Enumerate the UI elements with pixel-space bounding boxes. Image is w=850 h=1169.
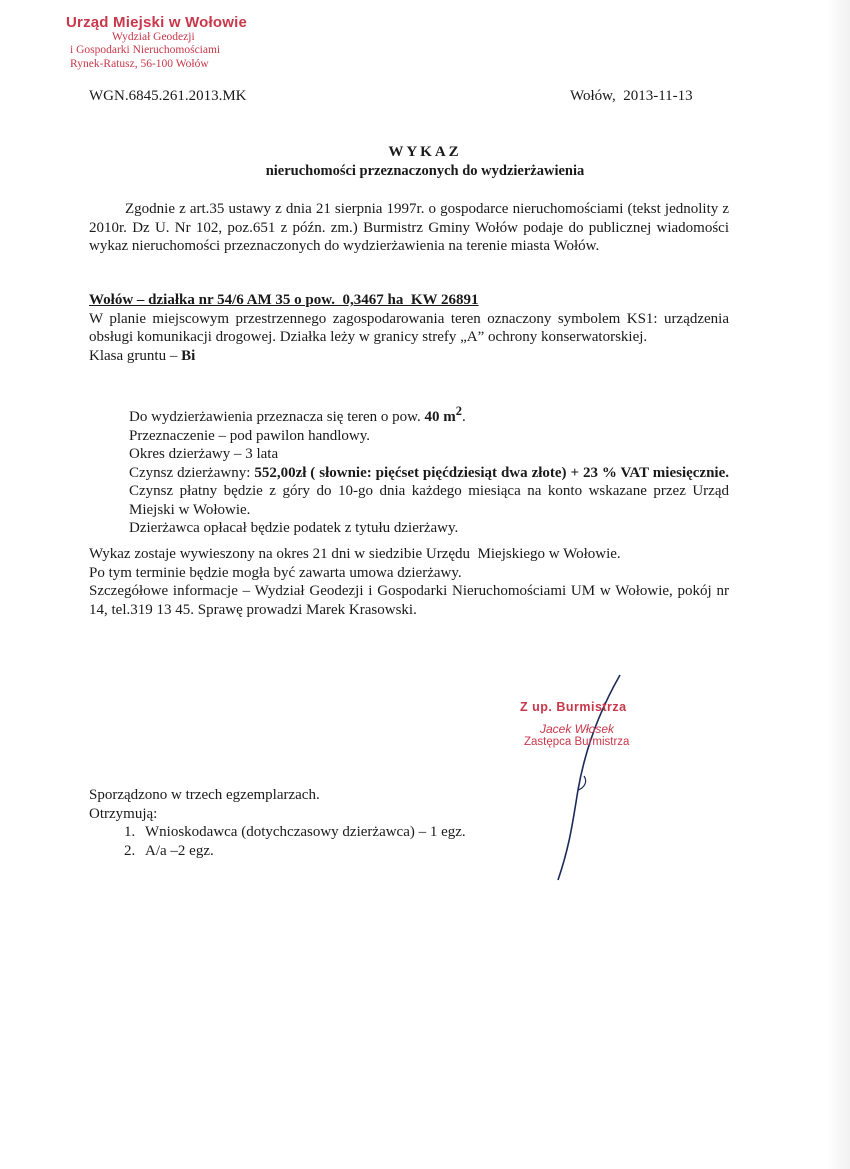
soil-class-value: Bi <box>181 347 196 364</box>
stamp-address: Rynek-Ratusz, 56-100 Wołów <box>70 57 209 70</box>
document-title: WYKAZ <box>388 144 462 160</box>
page-edge-shadow <box>826 0 850 1169</box>
soil-class <box>89 347 729 366</box>
stamp-dept-line2: i Gospodarki Nieruchomościami <box>70 44 221 57</box>
posting-line2: Po tym terminie będzie mogła być zawarta umowa dzierżawy. <box>89 564 462 581</box>
reference-number: WGN.6845.261.2013.MK <box>89 88 247 104</box>
soil-class-label: Klasa gruntu – <box>89 347 182 364</box>
lease-rent <box>129 464 729 520</box>
rent-payment: Czynsz płatny będzie z góry do 10-go dnia każdego miesiąca na konto wskazane przez Urząd Miejski w Wołowie. <box>129 483 729 518</box>
lease-area-text: Do wydzierżawienia przeznacza się teren o pow. <box>129 409 425 425</box>
signature-stamp <box>520 700 629 748</box>
signature-role: Zastępca Burmistrza <box>524 736 630 748</box>
posting-line3: Szczegółowe informacje – Wydział Geodezji i Gospodarki Nieruchomościami UM w Wołowie, pokój nr 14, tel.319 13 45. Sprawę prowadzi Marek Krasowski. <box>89 583 729 618</box>
lease-period: Okres dzierżawy – 3 lata <box>129 446 279 462</box>
posting-line1: Wykaz zostaje wywieszony na okres 21 dni w siedzibie Urzędu Miejskiego w Wołowie. <box>89 546 621 562</box>
intro-text: Zgodnie z art.35 ustawy z dnia 21 sierpnia 1997r. o gospodarce nieruchomościami (tekst jednolity z 2010r. Dz U. Nr 102, poz.651 z późn. zm.) Burmistrz Gminy Wołów podaje do publicznej wiadomości wykaz nieruchomości przeznaczonych do wydzierżawienia na terenie miasta Wołów. <box>89 201 729 254</box>
lease-tax: Dzierżawca opłacał będzie podatek z tytułu dzierżawy. <box>129 520 459 536</box>
recipients-list <box>89 823 589 860</box>
parcel-section <box>89 291 729 365</box>
posting-info <box>89 545 729 619</box>
lease-purpose: Przeznaczenie – pod pawilon handlowy. <box>129 427 371 444</box>
stamp-office-name: Urząd Miejski w Wołowie <box>66 14 248 31</box>
copies-note: Sporządzono w trzech egzemplarzach. <box>89 787 320 803</box>
lease-area: Do wydzierżawienia przeznacza się teren o pow. 40 $m^2$. <box>129 404 466 425</box>
recipients-label: Otrzymują: <box>89 805 158 822</box>
intro-paragraph <box>89 200 729 256</box>
document-subtitle: nieruchomości przeznaczonych do wydzierżawienia <box>265 163 585 179</box>
signature-name: Jacek Włosek <box>540 722 615 736</box>
parcel-plan-text: W planie miejscowym przestrzennego zagospodarowania teren oznaczony symbolem KS1: urządzenia obsługi komunikacji drogowej. Działka leży w granicy strefy „A” ochrony konserwatorskiej. <box>89 310 729 345</box>
stamp-dept-line1: Wydział Geodezji <box>112 31 195 44</box>
office-stamp <box>66 14 247 71</box>
place-date: Wołów, 2013-11-13 <box>570 88 693 104</box>
list-item: 2. A/a –2 egz. <box>139 842 589 861</box>
lease-details <box>129 402 729 538</box>
lease-area-value: 40 $m^2$ <box>424 404 463 425</box>
copies-section <box>89 786 589 860</box>
rent-label: Czynsz dzierżawny: <box>129 464 255 481</box>
parcel-title: Wołów – działka nr 54/6 AM 35 o pow. 0,3467 ha KW 26891 <box>89 292 479 308</box>
list-item: 1. Wnioskodawca (dotychczasowy dzierżawca) – 1 egz. <box>139 823 589 842</box>
signature-authority: Z up. Burmistrza <box>520 700 627 714</box>
rent-value: 552,00zł ( słownie: pięćset pięćdziesiąt dwa złote) + 23 % VAT miesięcznie. <box>254 464 730 481</box>
